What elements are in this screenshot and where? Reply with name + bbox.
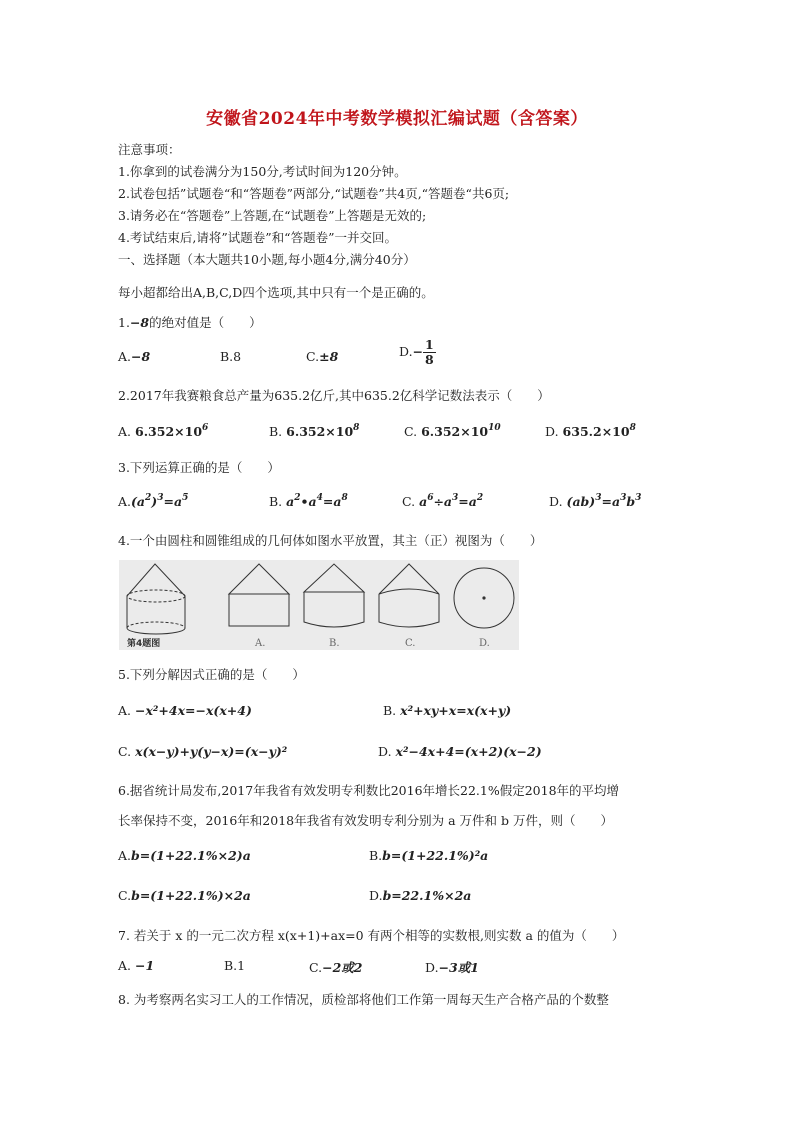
q5-stem: 5.下列分解因式正确的是（ ） xyxy=(118,667,305,682)
q1-option-d: D.− $\frac{1}{8}$ xyxy=(399,337,434,367)
q4-figure xyxy=(119,560,519,650)
q3-option-b: B. $a^2•a^4=a^8$ xyxy=(269,493,348,509)
solid-top-ellipse xyxy=(127,590,185,602)
solid-cone-outline xyxy=(127,564,185,596)
q1-text: 的绝对值是（ ） xyxy=(149,315,262,330)
option-d-center-dot xyxy=(482,596,485,599)
page-title: 安徽省2024年中考数学模拟汇编试题（含答案） xyxy=(206,109,588,129)
section1-intro: 每小超都给出A,B,C,D四个选项,其中只有一个是正确的。 xyxy=(118,285,434,300)
q8-stem: 8. 为考察两名实习工人的工作情况，质检部将他们工作第一周每天生产合格产品的个数整 xyxy=(118,992,609,1007)
section1-heading: 一、选择题（本大题共10小题,每小题4分,满分40分） xyxy=(118,252,416,267)
figure-label-d: D. xyxy=(479,638,490,649)
q6-stem-line2: 长率保持不变，2016年和2018年我省有效发明专利分别为 a 万件和 b 万件，则（ ） xyxy=(118,813,613,828)
q2-option-b: B. $6.352\times 10^8$ xyxy=(269,423,360,439)
q1-stem xyxy=(118,313,262,331)
q2-stem: 2.2017年我赛粮食总产量为635.2亿斤,其中635.2亿科学记数法表示（ ） xyxy=(118,388,550,403)
q2-option-a: A. $6.352\times 10^6$ xyxy=(118,423,209,439)
q7-option-b: B.1 xyxy=(224,958,246,973)
figure-label-c: C. xyxy=(405,638,416,649)
option-c-top-curve xyxy=(379,589,439,594)
solid-bottom-hidden xyxy=(127,622,185,628)
option-b-body xyxy=(304,592,364,627)
q2-option-c: C. $6.352\times 10^{10}$ xyxy=(404,423,501,439)
q5-option-a: A. −x²+4x=−x(x+4) xyxy=(118,703,252,718)
q7-option-c: C.−2或2 xyxy=(309,960,363,975)
q1-option-c: C.±8 xyxy=(306,349,339,364)
notice-item-3: 3.请务必在“答题卷”上答题,在“试题卷”上答题是无效的; xyxy=(118,208,427,223)
figure-caption: 第4题图 xyxy=(127,639,161,649)
option-b-triangle xyxy=(304,564,364,592)
notice-heading: 注意事项： xyxy=(118,142,181,157)
notice-item-2: 2.试卷包括”试题卷“和“答题卷”两部分,“试题卷”共4页,“答题卷“共6页; xyxy=(118,186,510,201)
q1-math: −8 xyxy=(129,315,150,330)
q7-option-a: A. −1 xyxy=(118,958,155,973)
q1-option-a: A.−8 xyxy=(118,349,151,364)
q6-option-c: C.b=(1+22.1%)×2a xyxy=(118,888,251,903)
q5-option-c: C. x(x−y)+y(y−x)=(x−y)² xyxy=(118,744,288,759)
q6-option-d: D.b=22.1%×2a xyxy=(369,888,472,903)
option-a-triangle xyxy=(229,564,289,594)
q5-option-d: D. x²−4x+4=(x+2)(x−2) xyxy=(378,744,542,759)
q5-option-b: B. x²+xy+x=x(x+y) xyxy=(383,703,512,718)
q3-option-d: D. $(ab)^3=a^3b^3$ xyxy=(549,493,642,509)
q6-stem-line1: 6.据省统计局发布,2017年我省有效发明专利数比2016年增长22.1%假定2018年的平均增 xyxy=(118,783,620,798)
q1-fraction: $\frac{1}{8}$ xyxy=(425,337,434,367)
q1-number: 1. xyxy=(118,315,130,330)
q3-stem: 3.下列运算正确的是（ ） xyxy=(118,460,280,475)
q3-option-c: C. $a^6\div a^3=a^2$ xyxy=(402,493,484,509)
figure-label-b: B. xyxy=(329,638,340,649)
geometry-figure xyxy=(119,560,519,650)
solid-bottom-ellipse xyxy=(127,628,185,634)
q3-option-a: $A.(a^2)^3=a^5$ xyxy=(118,493,189,509)
notice-item-4: 4.考试结束后,请将”试题卷”和“答题卷”一并交回。 xyxy=(118,230,397,245)
q6-option-a: A.b=(1+22.1%×2)a xyxy=(118,848,251,863)
q2-option-d: D. $635.2\times 10^8$ xyxy=(545,423,636,439)
q7-stem: 7. 若关于 x 的一元二次方程 x(x+1)+ax=0 有两个相等的实数根,则实数 a 的值为（ ） xyxy=(118,928,625,943)
q1-option-b: B.8 xyxy=(220,349,242,364)
figure-label-a: A. xyxy=(255,638,266,649)
q6-option-b: B.b=(1+22.1%)²a xyxy=(369,848,489,863)
q4-stem: 4.一个由圆柱和圆锥组成的几何体如图水平放置，其主（正）视图为（ ） xyxy=(118,533,543,548)
notice-item-1: 1.你拿到的试卷满分为150分,考试时间为120分钟。 xyxy=(118,164,407,179)
option-c-body xyxy=(379,594,439,627)
q7-option-d: D.−3或1 xyxy=(425,960,479,975)
option-a-rect xyxy=(229,594,289,626)
